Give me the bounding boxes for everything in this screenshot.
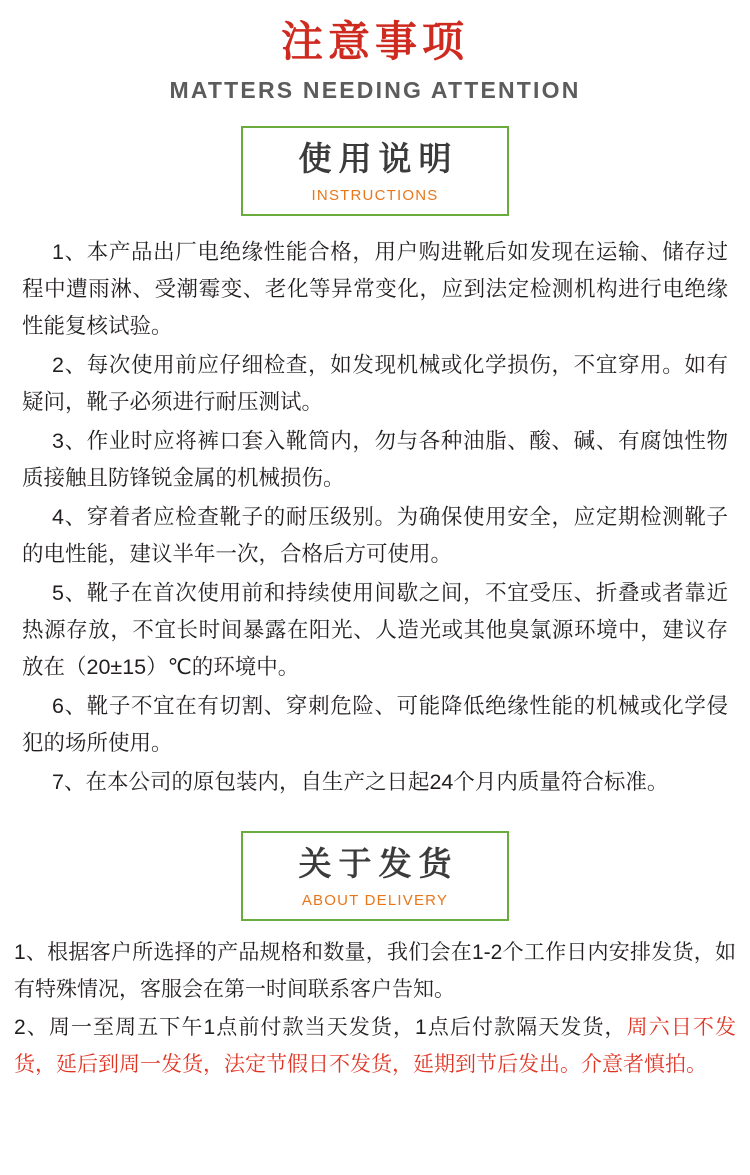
instructions-banner-title: 使用说明 <box>298 140 459 178</box>
delivery-paragraph-2 <box>14 1010 736 1083</box>
instruction-paragraph-6: 6、靴子不宜在有切割、穿刺危险、可能降低绝缘性能的机械或化学侵犯的场所使用。 <box>22 693 728 755</box>
instructions-banner-subtitle: INSTRUCTIONS <box>311 187 439 205</box>
instruction-paragraph-3: 3、作业时应将裤口套入靴筒内，勿与各种油脂、酸、碱、有腐蚀性物质接触且防锋锐金属的机械损伤。 <box>22 429 728 491</box>
instructions-banner <box>241 126 509 216</box>
delivery-banner-title: 关于发货 <box>298 844 459 882</box>
instruction-paragraph-1: 1、本产品出厂电绝缘性能合格，用户购进靴后如发现在运输、储存过程中遭雨淋、受潮霉变、老化等异常变化，应到法定检测机构进行电绝缘性能复核试验。 <box>22 240 728 339</box>
instruction-paragraph-7: 7、在本公司的原包装内，自生产之日起24个月内质量符合标准。 <box>52 769 669 794</box>
instruction-paragraph-2: 2、每次使用前应仔细检查，如发现机械或化学损伤，不宜穿用。如有疑问，靴子必须进行耐压测试。 <box>22 353 728 415</box>
delivery-banner <box>241 831 509 921</box>
page-title: 注意事项 <box>280 18 469 65</box>
delivery-paragraph-2-highlight: 周六日不发货，延后到周一发货，法定节假日不发货，延期到节后发出。介意者慎拍。 <box>14 1016 736 1076</box>
delivery-banner-subtitle: ABOUT DELIVERY <box>301 892 449 910</box>
delivery-paragraph-1: 1、根据客户所选择的产品规格和数量，我们会在1-2个工作日内安排发货，如有特殊情况，客服会在第一时间联系客户告知。 <box>14 941 736 1001</box>
bottom-spacer <box>0 1085 750 1109</box>
page-header <box>0 0 750 104</box>
page-subtitle: MATTERS NEEDING ATTENTION <box>169 76 581 103</box>
delivery-body <box>0 935 750 1083</box>
instruction-paragraph-4: 4、穿着者应检查靴子的耐压级别。为确保使用安全，应定期检测靴子的电性能，建议半年一次，合格后方可使用。 <box>22 505 728 567</box>
instruction-paragraph-5: 5、靴子在首次使用前和持续使用间歇之间，不宜受压、折叠或者靠近热源存放，不宜长时间暴露在阳光、人造光或其他臭氯源环境中，建议存放在（20±15）℃的环境中。 <box>22 581 728 679</box>
delivery-paragraph-2-normal: 2、周一至周五下午1点前付款当天发货，1点后付款隔天发货， <box>14 1016 627 1040</box>
instructions-body <box>0 234 750 801</box>
